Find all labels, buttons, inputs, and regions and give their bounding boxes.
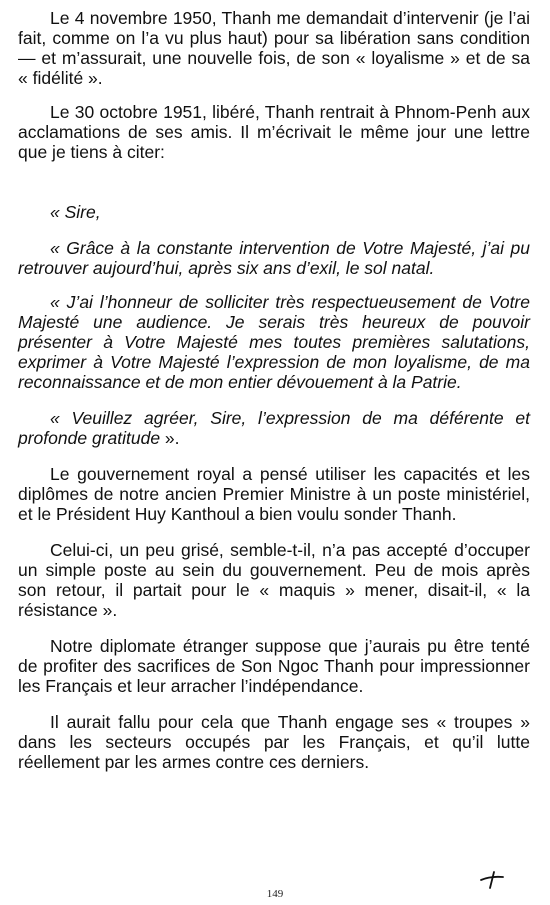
page-number: 149	[266, 888, 284, 900]
paragraph-6: Il aurait fallu pour cela que Thanh engage ses « troupes » dans les secteurs occupés par les Français, et qu’il lutte réellement par les armes contre ces derniers.	[18, 712, 530, 772]
handwritten-mark-icon	[478, 870, 506, 890]
letter-closing-quote: ».	[160, 428, 180, 448]
page-body	[18, 8, 530, 772]
letter-paragraph-1: « Grâce à la constante intervention de Votre Majesté, j’ai pu retrouver aujourd’hui, après six ans d’exil, le sol natal.	[18, 238, 530, 278]
letter-closing-text: « Veuillez agréer, Sire, l’expression de ma déférente et profonde gratitude	[18, 408, 530, 448]
letter-paragraph-3	[18, 408, 530, 448]
letter-salutation: « Sire,	[50, 202, 101, 222]
paragraph-1: Le 4 novembre 1950, Thanh me demandait d’intervenir (je l’ai fait, comme on l’a vu plus haut) pour sa libération sans condition — et m’assurait, une nouvelle fois, de son « loyalisme » et de sa « fidélité ».	[18, 8, 530, 88]
paragraph-3: Le gouvernement royal a pensé utiliser les capacités et les diplômes de notre ancien Premier Ministre à un poste ministériel, et le Président Huy Kanthoul a bien voulu sonder Thanh.	[18, 464, 530, 524]
paragraph-4: Celui-ci, un peu grisé, semble-t-il, n’a pas accepté d’occuper un simple poste au sein du gouvernement. Peu de mois après son retour, il partait pour le « maquis » mener, disait-il, « la résistance ».	[18, 540, 530, 620]
paragraph-2: Le 30 octobre 1951, libéré, Thanh rentrait à Phnom-Penh aux acclamations de ses amis. Il m’écrivait le même jour une lettre que je tiens à citer:	[18, 102, 530, 162]
letter-paragraph-2: « J’ai l’honneur de solliciter très respectueusement de Votre Majesté une audience. Je serais très heureux de pouvoir présenter à Votre Majesté mes toutes premières salutations, exprimer à Votre Majesté l’expression de mon loyalisme, de ma reconnaissance et de mon entier dévouement à la Patrie.	[18, 292, 530, 392]
paragraph-5: Notre diplomate étranger suppose que j’aurais pu être tenté de profiter des sacrifices de Son Ngoc Thanh pour impressionner les Français et leur arracher l’indépendance.	[18, 636, 530, 696]
